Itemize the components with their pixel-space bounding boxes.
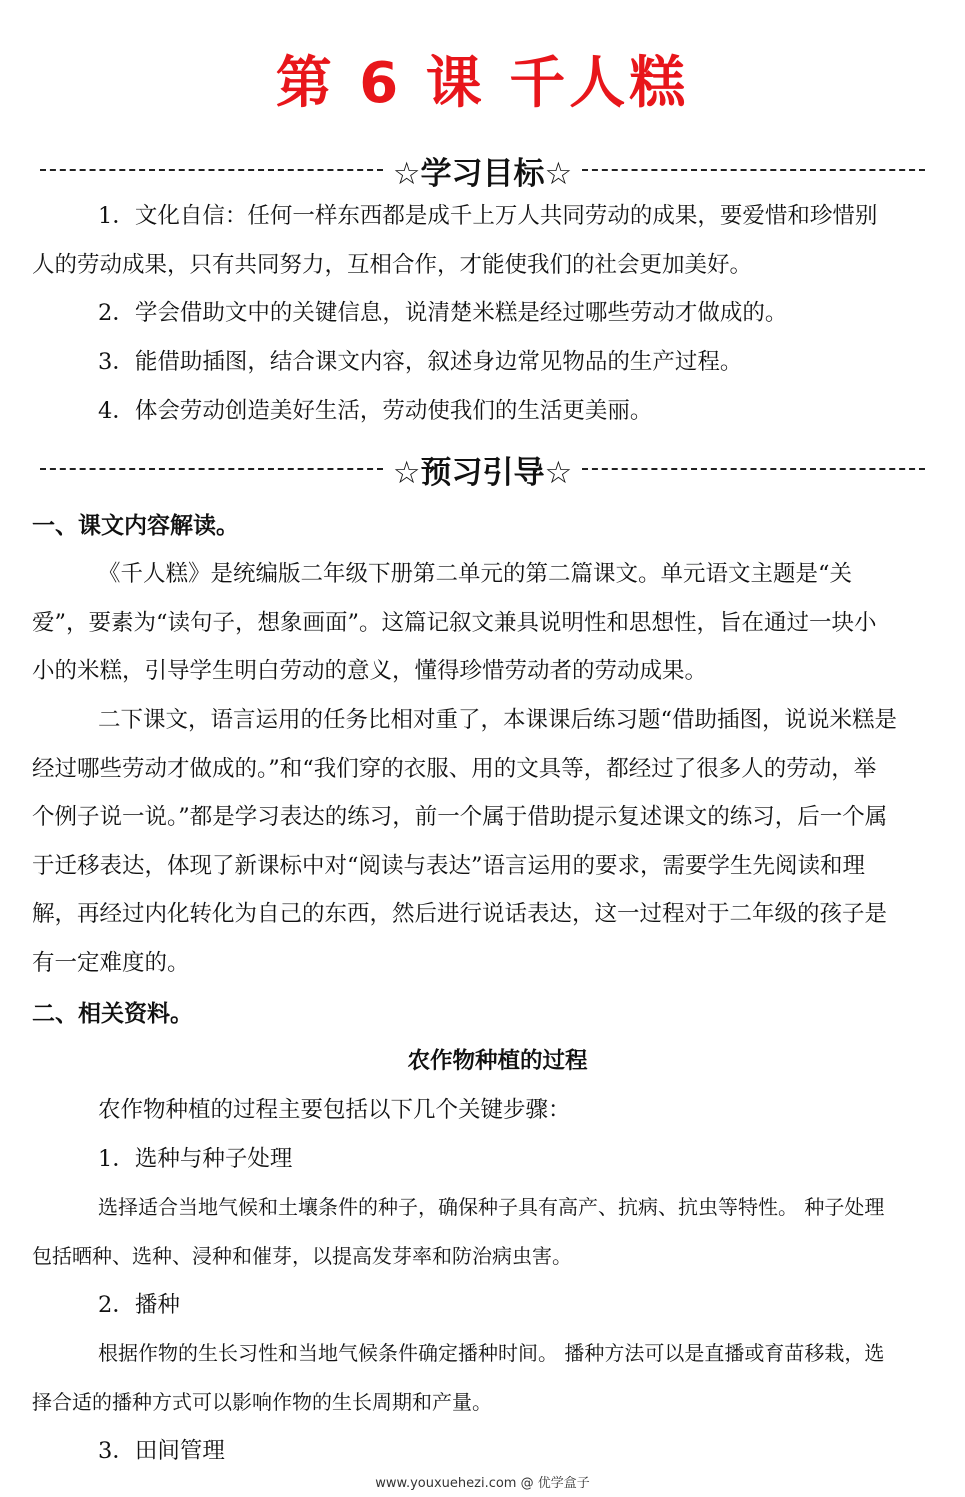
section-divider-preview [40,444,925,494]
step-2-text: 根据作物的生长习性和当地气候条件确定播种时间。 播种方法可以是直播或育苗移栽，选择合适的播种方式可以影响作物的生长周期和产量。 [32,1341,885,1414]
material-intro: 农作物种植的过程主要包括以下几个关键步骤： [98,1097,571,1123]
goal-item-4: 4．体会劳动创造美好生活，劳动使我们的生活更美丽。 [98,398,653,424]
paragraph-analysis: 二下课文，语言运用的任务比相对重了，本课课后练习题“借助插图，说说米糕是经过哪些劳动才做成的。”和“我们穿的衣服、用的文具等，都经过了很多人的劳动，举个例子说一说。”都是学习表达的练习，前一个属于借助提示复述课文的练习，后一个属于迁移表达，体现了新课标中对“阅读与表达”语言运用的要求，需要学生先阅读和理解，再经过内化转化为自己的东西，然后进行说话表达，这一过程对于二年级的孩子是有一定难度的。 [32,707,898,976]
heading-text-interpretation: 一、课文内容解读。 [32,513,239,539]
step-2-title: 2．播种 [98,1292,180,1318]
paragraph-intro: 《千人糕》是统编版二年级下册第二单元的第二篇课文。单元语文主题是“关爱”，要素为“读句子，想象画面”。这篇记叙文兼具说明性和思想性，旨在通过一块小小的米糕，引导学生明白劳动的意义，懂得珍惜劳动者的劳动成果。 [32,561,877,684]
footer-watermark: www.youxuehezi.com @ 优学盒子 [375,1476,590,1491]
section-divider-goals [40,145,925,195]
step-3-title: 3．田间管理 [98,1438,225,1464]
step-1-text: 选择适合当地气候和土壤条件的种子，确保种子具有高产、抗病、抗虫等特性。 种子处理包括晒种、选种、浸种和催芽，以提高发芽率和防治病虫害。 [32,1195,885,1268]
goal-item-2: 2．学会借助文中的关键信息，说清楚米糕是经过哪些劳动才做成的。 [98,300,788,326]
divider-rule-right [582,169,925,171]
material-subtitle: 农作物种植的过程 [407,1048,588,1074]
divider-rule-left [40,169,383,171]
section-title-preview: ☆预习引导☆ [392,454,573,491]
goal-item-1: 1．文化自信：任何一样东西都是成千上万人共同劳动的成果，要爱惜和珍惜别人的劳动成果，只有共同努力，互相合作，才能使我们的社会更加美好。 [32,203,878,278]
divider-rule-right [582,468,925,470]
heading-related-materials: 二、相关资料。 [32,1001,193,1027]
section-title-goals: ☆学习目标☆ [392,155,573,192]
divider-rule-left [40,468,383,470]
page-title: 第 6 课 千人糕 [275,51,690,116]
step-1-title: 1．选种与种子处理 [98,1146,293,1172]
goal-item-3: 3．能借助插图，结合课文内容，叙述身边常见物品的生产过程。 [98,349,743,375]
